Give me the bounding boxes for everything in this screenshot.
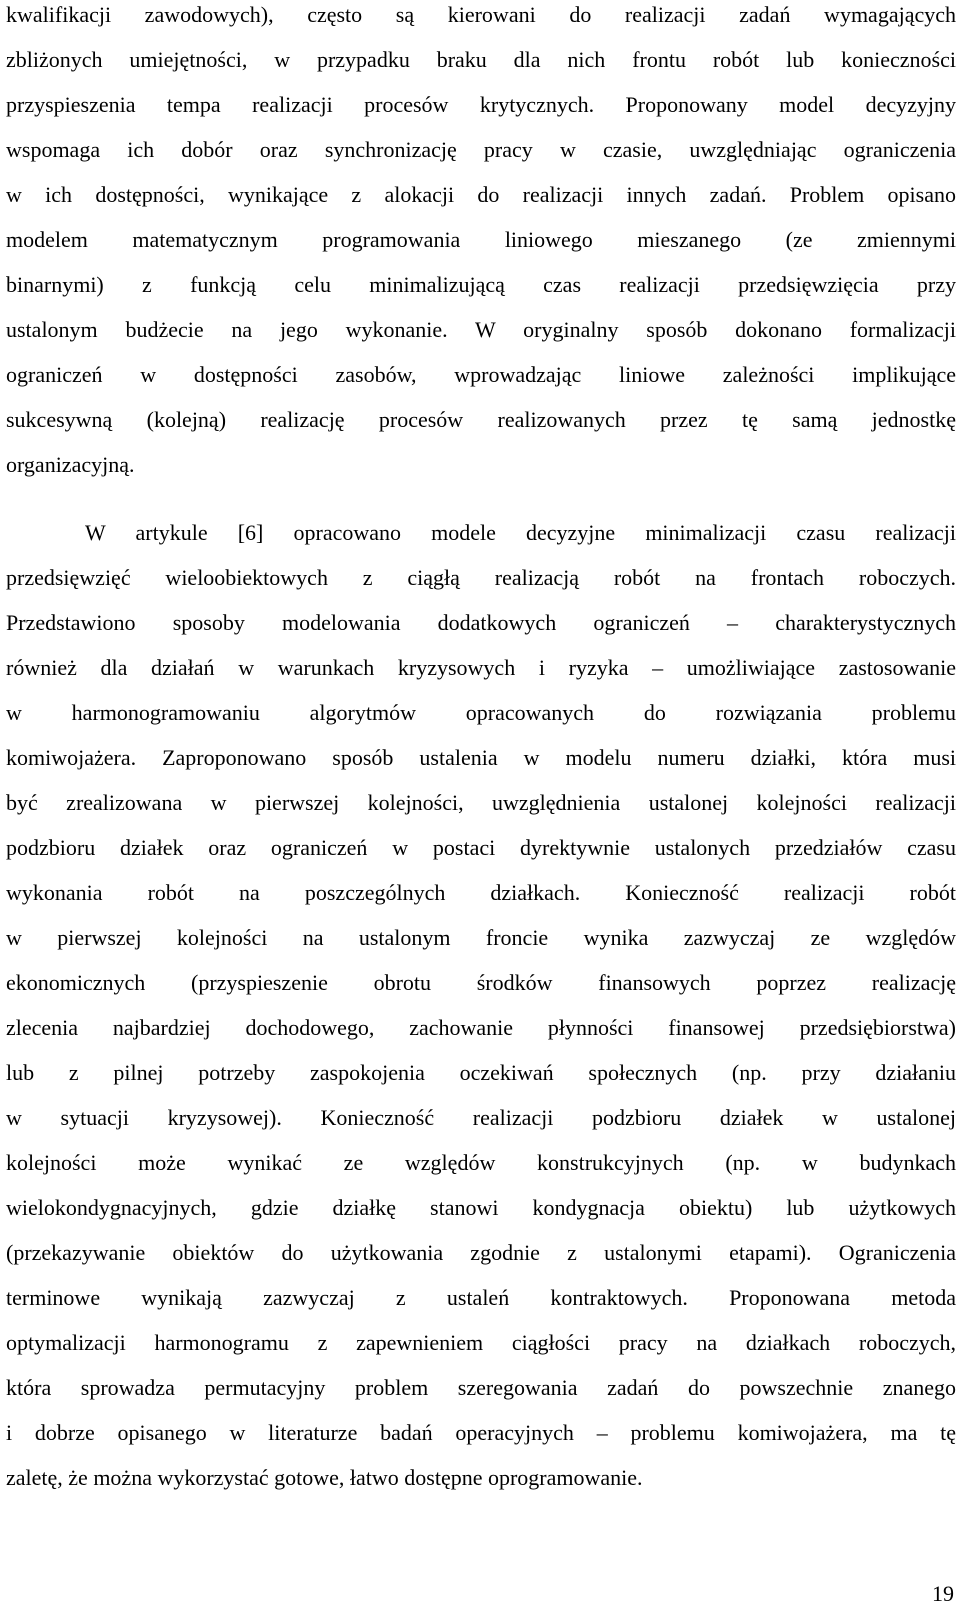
paragraph-2-line-4: również dla działań w warunkach kryzysowych i ryzyka – umożliwiające zastosowanie [6, 655, 956, 680]
paragraph-1-line-9: ograniczeń w dostępności zasobów, wprowadzając liniowe zależności implikujące [6, 362, 956, 387]
paragraph-1-line-4: wspomaga ich dobór oraz synchronizację pracy w czasie, uwzględniając ograniczenia [6, 137, 956, 162]
paragraph-1-line-6: modelem matematycznym programowania liniowego mieszanego (ze zmiennymi [6, 227, 956, 252]
paragraph-2-line-15: kolejności może wynikać ze względów konstrukcyjnych (np. w budynkach [6, 1150, 956, 1175]
paragraph-2-line-19: optymalizacji harmonogramu z zapewnieniem ciągłości pracy na działkach roboczych, [6, 1330, 956, 1355]
paragraph-2-line-17: (przekazywanie obiektów do użytkowania zgodnie z ustalonymi etapami). Ograniczenia [6, 1240, 956, 1265]
paragraph-2-line-3: Przedstawiono sposoby modelowania dodatkowych ograniczeń – charakterystycznych [6, 610, 956, 635]
paragraph-2-line-8: podzbioru działek oraz ograniczeń w postaci dyrektywnie ustalonych przedziałów czasu [6, 835, 956, 860]
paragraph-1-line-8: ustalonym budżecie na jego wykonanie. W oryginalny sposób dokonano formalizacji [6, 317, 956, 342]
paragraph-2-line-10: w pierwszej kolejności na ustalonym froncie wynika zazwyczaj ze względów [6, 925, 956, 950]
paragraph-2-line-12: zlecenia najbardziej dochodowego, zachowanie płynności finansowej przedsiębiorstwa) [6, 1015, 956, 1040]
paragraph-2-line-7: być zrealizowana w pierwszej kolejności, uwzględnienia ustalonej kolejności realizacji [6, 790, 956, 815]
page-number: 19 [932, 1581, 954, 1606]
paragraph-1-line-7: binarnymi) z funkcją celu minimalizującą czas realizacji przedsięwzięcia przy [6, 272, 956, 297]
paragraph-2-line-21: i dobrze opisanego w literaturze badań operacyjnych – problemu komiwojażera, ma tę [6, 1420, 956, 1445]
paragraph-1-line-10: sukcesywną (kolejną) realizację procesów realizowanych przez tę samą jednostkę [6, 407, 956, 432]
paragraph-2-line-5: w harmonogramowaniu algorytmów opracowanych do rozwiązania problemu [6, 700, 956, 725]
paragraph-2-line-11: ekonomicznych (przyspieszenie obrotu środków finansowych poprzez realizację [6, 970, 956, 995]
paragraph-1-line-5: w ich dostępności, wynikające z alokacji do realizacji innych zadań. Problem opisano [6, 182, 956, 207]
paragraph-2-line-9: wykonania robót na poszczególnych działkach. Konieczność realizacji robót [6, 880, 956, 905]
paragraph-2-line-6: komiwojażera. Zaproponowano sposób ustalenia w modelu numeru działki, która musi [6, 745, 956, 770]
paragraph-2-line-20: która sprowadza permutacyjny problem szeregowania zadań do powszechnie znanego [6, 1375, 956, 1400]
paragraph-2-line-1: W artykule [6] opracowano modele decyzyjne minimalizacji czasu realizacji [85, 520, 956, 545]
paragraph-1-line-11: organizacyjną. [6, 452, 135, 477]
paragraph-1-line-1: kwalifikacji zawodowych), często są kierowani do realizacji zadań wymagających [6, 2, 956, 27]
paragraph-2-line-13: lub z pilnej potrzeby zaspokojenia oczekiwań społecznych (np. przy działaniu [6, 1060, 956, 1085]
paragraph-2-line-18: terminowe wynikają zazwyczaj z ustaleń kontraktowych. Proponowana metoda [6, 1285, 956, 1310]
paragraph-2-line-2: przedsięwzięć wieloobiektowych z ciągłą realizacją robót na frontach roboczych. [6, 565, 956, 590]
paragraph-2-line-16: wielokondygnacyjnych, gdzie działkę stanowi kondygnacja obiektu) lub użytkowych [6, 1195, 956, 1220]
paragraph-1-line-2: zbliżonych umiejętności, w przypadku braku dla nich frontu robót lub konieczności [6, 47, 956, 72]
paragraph-2-line-14: w sytuacji kryzysowej). Konieczność realizacji podzbioru działek w ustalonej [6, 1105, 956, 1130]
paragraph-1-line-3: przyspieszenia tempa realizacji procesów krytycznych. Proponowany model decyzyjny [6, 92, 956, 117]
paragraph-2-line-22: zaletę, że można wykorzystać gotowe, łatwo dostępne oprogramowanie. [6, 1465, 643, 1490]
